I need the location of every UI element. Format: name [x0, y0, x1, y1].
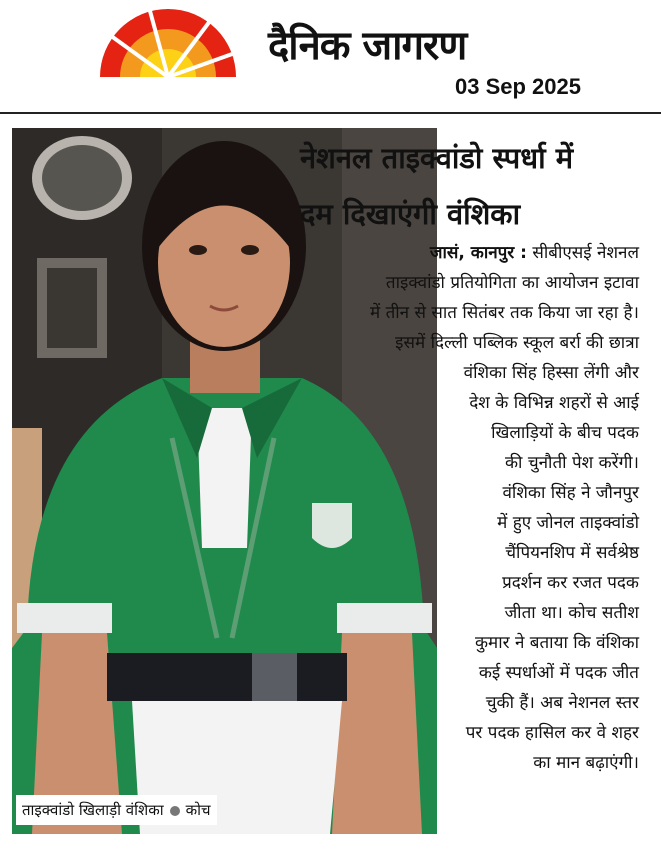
body-line: चैंपियनशिप में सर्वश्रेष्ठ: [505, 543, 639, 563]
body-line: वंशिका सिंह हिस्सा लेंगी और: [463, 363, 639, 383]
body-line: ताइक्वांडो प्रतियोगिता का आयोजन इटावा: [385, 273, 639, 293]
body-line: में तीन से सात सितंबर तक किया जा रहा है।: [370, 303, 639, 323]
body-line: वंशिका सिंह ने जौनपुर: [502, 483, 639, 503]
body-line: कुमार ने बताया कि वंशिका: [474, 633, 639, 653]
body-line: जासं, कानपुर : सीबीएसई नेशनल: [429, 243, 639, 263]
body-line: चुकी हैं। अब नेशनल स्तर: [485, 693, 639, 713]
photo-credit: कोच: [185, 801, 211, 819]
bullet-dot-icon: [170, 806, 180, 816]
masthead: [0, 0, 661, 112]
masthead-divider: [0, 112, 661, 114]
body-line: देश के विभिन्न शहरों से आई: [469, 393, 639, 413]
publication-date: 03 Sep 2025: [455, 74, 581, 99]
photo-caption: [16, 795, 217, 825]
body-line: कई स्पर्धाओं में पदक जीत: [478, 663, 639, 683]
dainik-jagran-sun-logo-icon: [95, 5, 240, 80]
body-line: पर पदक हासिल कर वे शहर: [465, 723, 639, 743]
caption-text: ताइक्वांडो खिलाड़ी वंशिका: [22, 801, 164, 819]
dateline: जासं, कानपुर :: [429, 243, 527, 263]
headline-line-2: दम दिखाएंगी वंशिका: [300, 197, 521, 231]
body-line: का मान बढ़ाएंगी।: [533, 753, 639, 773]
body-line: प्रदर्शन कर रजत पदक: [502, 573, 639, 593]
body-line: में हुए जोनल ताइक्वांडो: [497, 513, 639, 533]
body-line: इसमें दिल्ली पब्लिक स्कूल बर्रा की छात्रा: [395, 333, 639, 353]
paper-name: दैनिक जागरण: [268, 23, 467, 69]
article-headline: [300, 130, 655, 242]
body-line: खिलाड़ियों के बीच पदक: [491, 423, 639, 443]
body-line: जीता था। कोच सतीश: [504, 603, 639, 623]
body-line: की चुनौती पेश करेंगी।: [504, 453, 639, 473]
headline-line-1: नेशनल ताइक्वांडो स्पर्धा में: [300, 141, 574, 175]
